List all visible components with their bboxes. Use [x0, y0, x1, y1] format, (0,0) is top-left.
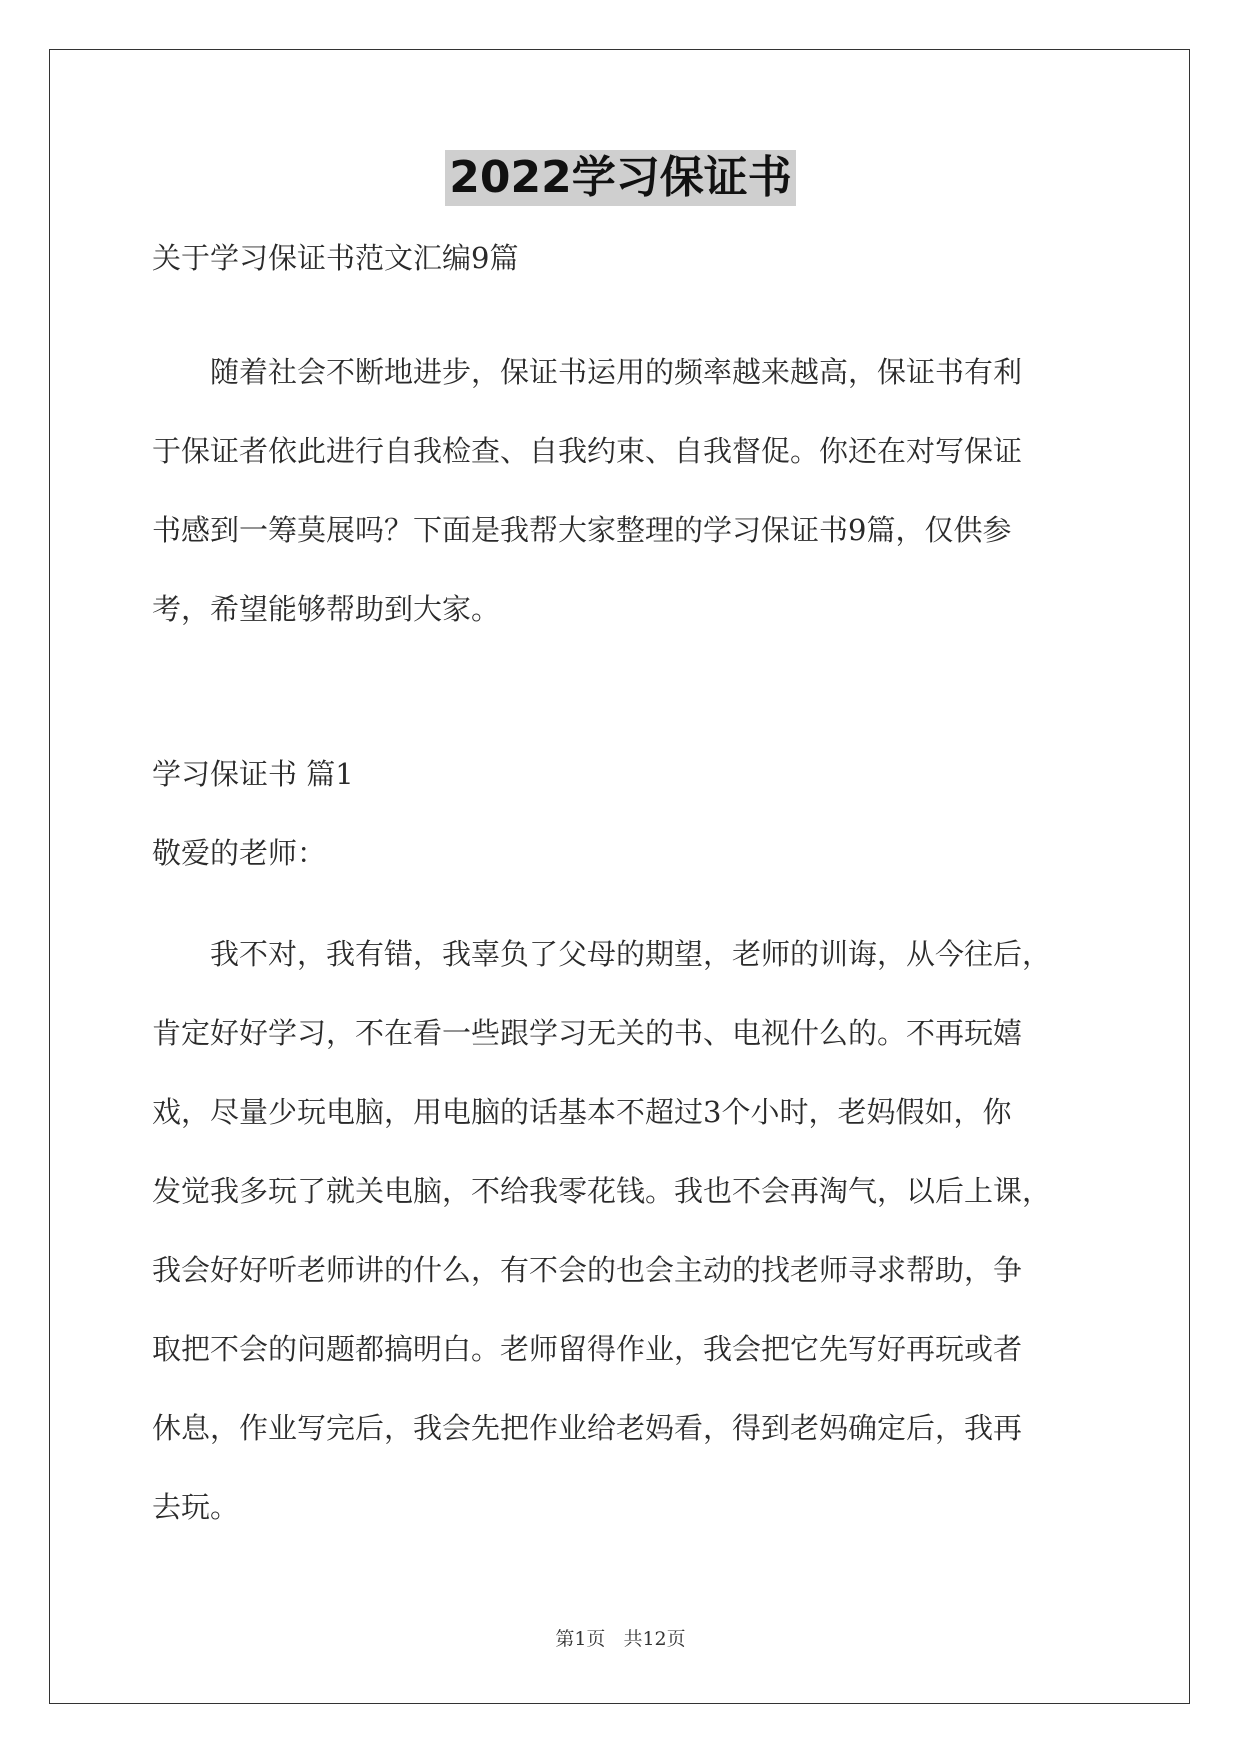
- body-line: 休息，作业写完后，我会先把作业给老妈看，得到老妈确定后，我再: [152, 1411, 1023, 1445]
- body-line: 戏，尽量少玩电脑，用电脑的话基本不超过3个小时，老妈假如，你: [152, 1095, 1012, 1129]
- section-heading: 学习保证书 篇1: [152, 757, 354, 791]
- page-number: 第1页: [555, 1628, 606, 1650]
- body-line: 我不对，我有错，我辜负了父母的期望，老师的训诲，从今往后，: [152, 937, 1052, 971]
- document-title: 2022学习保证书: [445, 150, 795, 206]
- page-total: 共12页: [623, 1628, 686, 1650]
- body-line: 我会好好听老师讲的什么，有不会的也会主动的找老师寻求帮助，争: [152, 1253, 1023, 1287]
- body-line: 取把不会的问题都搞明白。老师留得作业，我会把它先写好再玩或者: [152, 1332, 1023, 1366]
- page-border: [49, 49, 1190, 1704]
- page-footer: [0, 1627, 1241, 1651]
- intro-line: 考，希望能够帮助到大家。: [152, 592, 501, 626]
- intro-line: 书感到一筹莫展吗？下面是我帮大家整理的学习保证书9篇，仅供参: [152, 513, 1012, 547]
- salutation: 敬爱的老师：: [152, 836, 327, 870]
- intro-line: 随着社会不断地进步，保证书运用的频率越来越高，保证书有利: [152, 355, 1023, 389]
- title-container: [0, 150, 1241, 206]
- intro-line: 于保证者依此进行自我检查、自我约束、自我督促。你还在对写保证: [152, 434, 1023, 468]
- body-line: 去玩。: [152, 1490, 240, 1524]
- body-line: 肯定好好学习，不在看一些跟学习无关的书、电视什么的。不再玩嬉: [152, 1016, 1023, 1050]
- body-line: 发觉我多玩了就关电脑，不给我零花钱。我也不会再淘气，以后上课，: [152, 1174, 1052, 1208]
- subtitle: 关于学习保证书范文汇编9篇: [152, 241, 519, 275]
